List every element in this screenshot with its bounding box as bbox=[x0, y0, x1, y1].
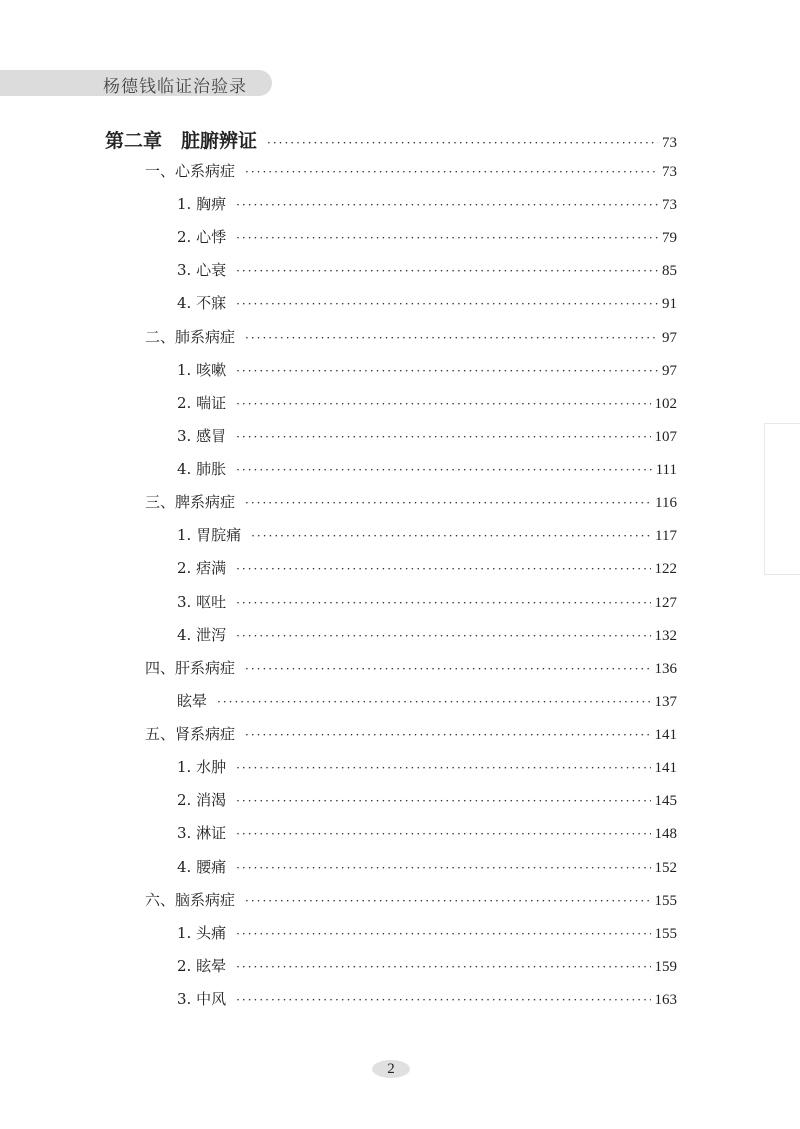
toc-entry-label: 第二章 脏腑辨证 bbox=[105, 130, 258, 152]
toc-entry-page: 73 bbox=[662, 164, 677, 180]
toc-entry-section[interactable] bbox=[145, 657, 677, 681]
toc-entry-label: 一、心系病症 bbox=[145, 162, 236, 180]
toc-entry-item[interactable] bbox=[177, 789, 677, 813]
toc-entry-page: 122 bbox=[654, 561, 677, 578]
toc-entry-page: 159 bbox=[654, 958, 677, 975]
toc-entry-section[interactable] bbox=[145, 723, 677, 747]
toc-entry-label: 1. 胃脘痛 bbox=[177, 526, 242, 545]
side-thumb-tab bbox=[764, 423, 800, 575]
toc-entry-page: 152 bbox=[654, 859, 677, 876]
toc-entry-label: 2. 心悸 bbox=[177, 228, 227, 247]
toc-entry-item[interactable] bbox=[177, 259, 677, 283]
toc-entry-page: 145 bbox=[654, 793, 677, 810]
dot-leader bbox=[236, 993, 650, 1007]
toc-entry-item[interactable] bbox=[177, 690, 677, 714]
toc-entry-page: 141 bbox=[654, 760, 677, 777]
toc-entry-item[interactable] bbox=[177, 392, 677, 416]
dot-leader bbox=[236, 827, 650, 841]
toc-entry-page: 141 bbox=[654, 727, 677, 744]
toc-entry-page: 132 bbox=[654, 627, 677, 644]
dot-leader bbox=[245, 165, 658, 179]
dot-leader bbox=[267, 136, 658, 150]
toc-entry-item[interactable] bbox=[177, 624, 677, 648]
toc-entry-label: 1. 咳嗽 bbox=[177, 360, 227, 379]
toc-entry-item[interactable] bbox=[177, 988, 677, 1012]
toc-entry-page: 111 bbox=[655, 462, 677, 479]
toc-entry-page: 137 bbox=[654, 693, 677, 710]
toc-entry-section[interactable] bbox=[145, 889, 677, 913]
toc-entry-item[interactable] bbox=[177, 226, 677, 250]
toc-entry-label: 3. 呕吐 bbox=[177, 592, 227, 611]
dot-leader bbox=[236, 927, 650, 941]
dot-leader bbox=[217, 695, 650, 709]
toc-entry-section[interactable] bbox=[145, 491, 677, 515]
toc-entry-label: 1. 水肿 bbox=[177, 758, 227, 777]
toc-entry-page: 136 bbox=[654, 660, 677, 677]
toc-entry-label: 3. 淋证 bbox=[177, 824, 227, 843]
toc-entry-page: 107 bbox=[654, 428, 677, 445]
toc-entry-label: 2. 眩晕 bbox=[177, 956, 227, 975]
dot-leader bbox=[236, 364, 658, 378]
toc-entry-item[interactable] bbox=[177, 756, 677, 780]
toc-entry-label: 三、脾系病症 bbox=[145, 493, 236, 512]
toc-entry-page: 91 bbox=[662, 296, 677, 313]
toc-entry-label: 1. 头痛 bbox=[177, 923, 227, 942]
toc-entry-page: 127 bbox=[654, 594, 677, 611]
toc-entry-item[interactable] bbox=[177, 955, 677, 979]
dot-leader bbox=[245, 728, 650, 742]
toc-entry-label: 眩晕 bbox=[177, 691, 208, 710]
toc-entry-page: 73 bbox=[662, 197, 677, 214]
dot-leader bbox=[236, 761, 650, 775]
toc-entry-section[interactable] bbox=[145, 326, 677, 350]
toc-entry-label: 1. 胸痹 bbox=[177, 195, 227, 214]
dot-leader bbox=[236, 430, 650, 444]
dot-leader bbox=[236, 960, 650, 974]
toc-entry-label: 4. 肺胀 bbox=[177, 460, 227, 479]
dot-leader bbox=[236, 596, 650, 610]
toc-entry-label: 3. 中风 bbox=[177, 990, 227, 1008]
toc-entry-page: 148 bbox=[654, 826, 677, 843]
toc-entry-label: 二、肺系病症 bbox=[145, 327, 236, 346]
toc-entry-item[interactable] bbox=[177, 359, 677, 383]
dot-leader bbox=[236, 463, 652, 477]
dot-leader bbox=[236, 264, 658, 278]
toc-entry-label: 2. 喘证 bbox=[177, 393, 227, 412]
toc-entry-page: 155 bbox=[654, 892, 677, 909]
toc-entry-item[interactable] bbox=[177, 856, 677, 880]
toc-entry-chapter[interactable] bbox=[105, 126, 677, 150]
dot-leader bbox=[236, 629, 650, 643]
dot-leader bbox=[245, 331, 658, 345]
dot-leader bbox=[236, 297, 658, 311]
dot-leader bbox=[245, 662, 650, 676]
toc-entry-label: 2. 痞满 bbox=[177, 559, 227, 578]
dot-leader bbox=[236, 794, 650, 808]
dot-leader bbox=[236, 231, 658, 245]
toc-entry-item[interactable] bbox=[177, 524, 677, 548]
toc-entry-page: 85 bbox=[662, 263, 677, 280]
toc-entry-label: 四、肝系病症 bbox=[145, 658, 236, 677]
toc-entry-page: 97 bbox=[662, 329, 677, 346]
toc-entry-label: 4. 泄泻 bbox=[177, 625, 227, 644]
toc-entry-page: 155 bbox=[654, 925, 677, 942]
toc-entry-page: 163 bbox=[654, 992, 677, 1008]
page-number: 2 bbox=[372, 1060, 410, 1078]
toc-entry-item[interactable] bbox=[177, 292, 677, 316]
toc-entry-label: 3. 感冒 bbox=[177, 426, 227, 445]
running-header-title: 杨德钱临证治验录 bbox=[103, 77, 247, 97]
dot-leader bbox=[245, 894, 650, 908]
toc-entry-label: 3. 心衰 bbox=[177, 261, 227, 280]
toc-entry-item[interactable] bbox=[177, 591, 677, 615]
toc-entry-label: 4. 腰痛 bbox=[177, 857, 227, 876]
toc-entry-label: 2. 消渴 bbox=[177, 791, 227, 810]
toc-entry-page: 117 bbox=[655, 528, 677, 545]
dot-leader bbox=[236, 562, 650, 576]
toc-entry-section[interactable] bbox=[145, 160, 677, 184]
dot-leader bbox=[236, 397, 650, 411]
dot-leader bbox=[245, 496, 651, 510]
toc-entry-page: 79 bbox=[662, 230, 677, 247]
toc-entry-label: 4. 不寐 bbox=[177, 294, 227, 313]
toc-entry-page: 102 bbox=[654, 395, 677, 412]
toc-entry-page: 97 bbox=[662, 362, 677, 379]
dot-leader bbox=[236, 861, 650, 875]
toc-entry-page: 73 bbox=[662, 135, 677, 151]
toc-entry-label: 五、肾系病症 bbox=[145, 725, 236, 744]
dot-leader bbox=[236, 198, 658, 212]
toc-entry-item[interactable] bbox=[177, 557, 677, 581]
toc-entry-item[interactable] bbox=[177, 425, 677, 449]
toc-entry-label: 六、脑系病症 bbox=[145, 890, 236, 909]
toc-entry-item[interactable] bbox=[177, 922, 677, 946]
toc-entry-page: 116 bbox=[655, 495, 677, 512]
dot-leader bbox=[251, 529, 651, 543]
toc-entry-item[interactable] bbox=[177, 193, 677, 217]
toc-entry-item[interactable] bbox=[177, 458, 677, 482]
toc-entry-item[interactable] bbox=[177, 822, 677, 846]
